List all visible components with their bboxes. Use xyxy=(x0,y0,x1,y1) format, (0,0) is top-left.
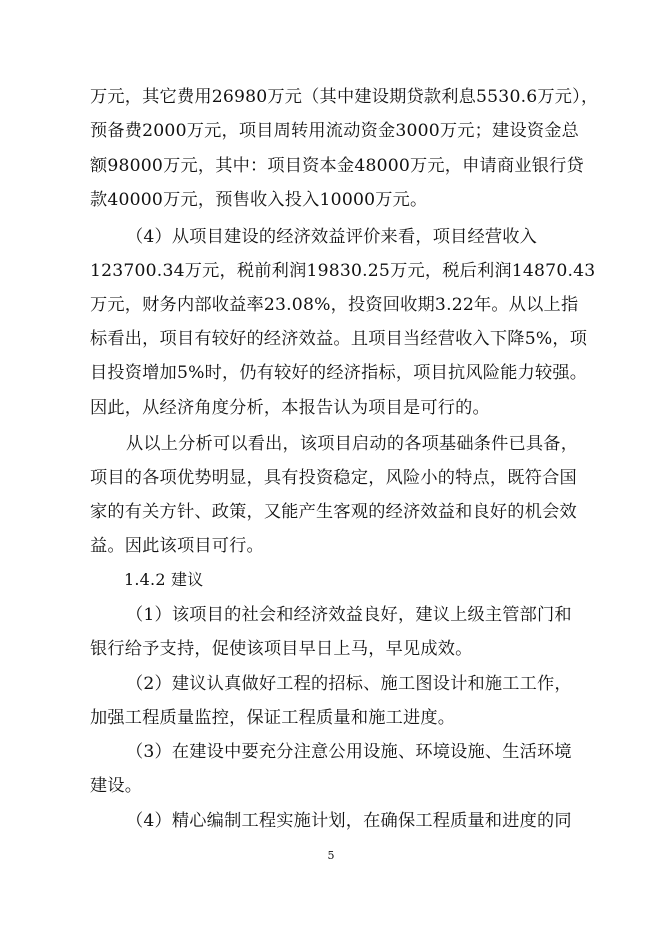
paragraph-start: （1）该项目的社会和经济效益良好，建议上级主管部门和 xyxy=(126,605,572,625)
paragraph-start: 从以上分析可以看出，该项目启动的各项基础条件已具备， xyxy=(126,434,579,454)
text-line: 款40000万元，预售收入投入10000万元。 xyxy=(90,190,428,210)
text-line: 123700.34万元，税前利润19830.25万元，税后利润14870.43 xyxy=(90,261,596,281)
text-line: 因此，从经济角度分析，本报告认为项目是可行的。 xyxy=(90,398,490,418)
text-line: 建设。 xyxy=(90,776,143,796)
paragraph-start: （3）在建设中要充分注意公用设施、环境设施、生活环境 xyxy=(126,742,572,762)
page-number: 5 xyxy=(327,849,335,862)
text-line: 目投资增加5%时，仍有较好的经济指标，项目抗风险能力较强。 xyxy=(90,363,588,383)
text-line: 预备费2000万元，项目周转用流动资金3000万元；建设资金总 xyxy=(90,121,579,141)
text-line: 银行给予支持，促使该项目早日上马，早见成效。 xyxy=(90,639,473,659)
text-line: 项目的各项优势明显，具有投资稳定，风险小的特点，既符合国 xyxy=(90,468,577,488)
text-line: 标看出，项目有较好的经济效益。且项目当经营收入下降5%，项 xyxy=(90,329,588,349)
text-line: 益。因此该项目可行。 xyxy=(90,536,264,556)
paragraph-start: （2）建议认真做好工程的招标、施工图设计和施工工作， xyxy=(126,674,572,694)
paragraph-start: （4）精心编制工程实施计划，在确保工程质量和进度的同 xyxy=(126,811,572,831)
text-line: 额98000万元，其中：项目资本金48000万元，申请商业银行贷 xyxy=(90,156,584,176)
text-line: 加强工程质量监控，保证工程质量和施工进度。 xyxy=(90,708,456,728)
text-line: 万元，其它费用26980万元（其中建设期贷款利息5530.6万元）， xyxy=(90,87,599,107)
text-line: 万元，财务内部收益率23.08%，投资回收期3.22年。从以上指 xyxy=(90,295,579,315)
paragraph-start: （4）从项目建设的经济效益评价来看，项目经营收入 xyxy=(126,227,538,247)
section-heading: 1.4.2 建议 xyxy=(124,570,204,589)
text-line: 家的有关方针、政策，又能产生客观的经济效益和良好的机会效 xyxy=(90,502,577,522)
